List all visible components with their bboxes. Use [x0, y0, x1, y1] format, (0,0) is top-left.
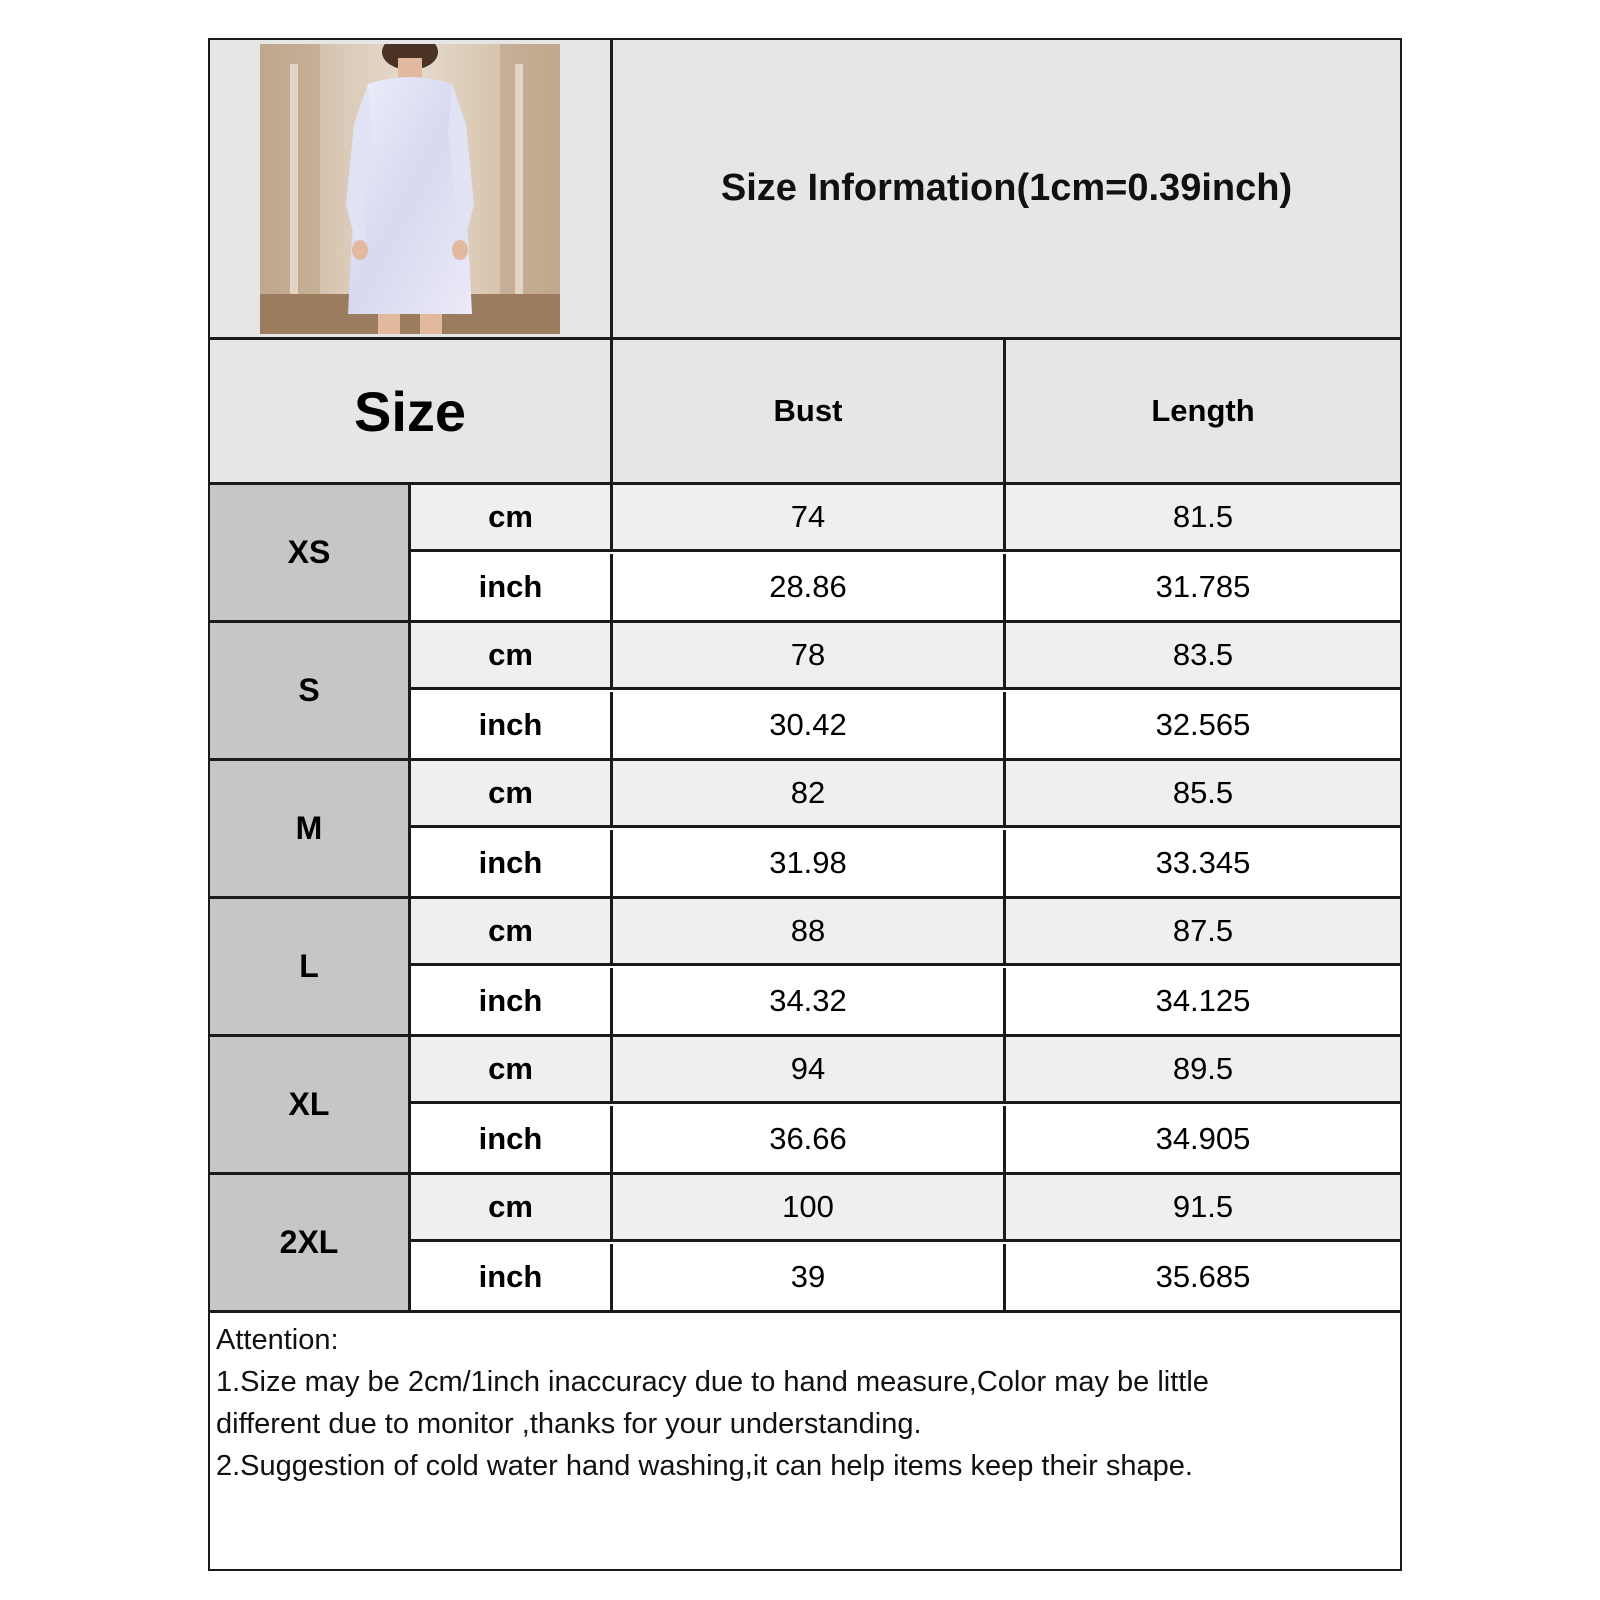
- table-row: [411, 692, 1400, 758]
- unit-cell: cm: [411, 623, 613, 687]
- bust-cell: 94: [613, 1037, 1006, 1101]
- notes-line-2: 2.Suggestion of cold water hand washing,it can help items keep their shape.: [216, 1450, 1193, 1482]
- size-label: XS: [210, 485, 411, 620]
- size-group-2xl: [210, 1175, 1400, 1313]
- size-label: S: [210, 623, 411, 758]
- header-size: Size: [210, 340, 613, 485]
- bust-cell: 28.86: [613, 554, 1006, 620]
- table-row: [411, 1175, 1400, 1242]
- bust-cell: 30.42: [613, 692, 1006, 758]
- unit-cell: cm: [411, 1175, 613, 1239]
- size-group-xl: [210, 1037, 1400, 1175]
- chart-title: Size Information(1cm=0.39inch): [720, 167, 1293, 209]
- table-row: [411, 1037, 1400, 1104]
- attention-notes: [210, 1313, 1400, 1493]
- length-cell: 35.685: [1155, 1259, 1251, 1294]
- length-cell: 81.5: [1172, 499, 1234, 534]
- table-row: [411, 554, 1400, 620]
- length-cell: 89.5: [1172, 1051, 1234, 1086]
- bust-cell: 39: [613, 1244, 1006, 1310]
- length-cell: 34.125: [1155, 983, 1251, 1018]
- notes-line-1a: 1.Size may be 2cm/1inch inaccuracy due to hand measure,Color may be little: [216, 1366, 1209, 1398]
- bust-cell: 31.98: [613, 830, 1006, 896]
- bust-cell: 36.66: [613, 1106, 1006, 1172]
- header-length: Length: [1006, 340, 1400, 485]
- unit-cell: inch: [411, 968, 613, 1034]
- table-row: [411, 623, 1400, 690]
- table-row: [411, 1244, 1400, 1310]
- bust-cell: 34.32: [613, 968, 1006, 1034]
- bust-cell: 100: [613, 1175, 1006, 1239]
- bust-cell: 74: [613, 485, 1006, 549]
- unit-cell: cm: [411, 1037, 613, 1101]
- length-cell: 83.5: [1172, 637, 1234, 672]
- bust-cell: 78: [613, 623, 1006, 687]
- length-cell: 87.5: [1172, 913, 1234, 948]
- length-cell: 91.5: [1172, 1189, 1234, 1224]
- header-bust: Bust: [613, 340, 1006, 485]
- unit-cell: inch: [411, 692, 613, 758]
- size-label: M: [210, 761, 411, 896]
- size-group-xs: [210, 485, 1400, 623]
- unit-cell: inch: [411, 830, 613, 896]
- chart-title-cell: [613, 40, 1400, 340]
- size-rows: [210, 485, 1400, 1313]
- unit-cell: cm: [411, 899, 613, 963]
- unit-cell: cm: [411, 761, 613, 825]
- unit-cell: inch: [411, 554, 613, 620]
- bust-cell: 88: [613, 899, 1006, 963]
- unit-cell: inch: [411, 1106, 613, 1172]
- table-row: [411, 899, 1400, 966]
- unit-cell: cm: [411, 485, 613, 549]
- product-photo-cell: [210, 40, 613, 340]
- table-row: [411, 968, 1400, 1034]
- length-cell: 32.565: [1155, 707, 1251, 742]
- notes-line-1b: different due to monitor ,thanks for your understanding.: [216, 1408, 922, 1440]
- size-group-m: [210, 761, 1400, 899]
- size-label: L: [210, 899, 411, 1034]
- size-chart: [208, 38, 1402, 1571]
- length-cell: 33.345: [1155, 845, 1251, 880]
- size-label: 2XL: [210, 1175, 411, 1310]
- table-row: [411, 761, 1400, 828]
- table-row: [411, 485, 1400, 552]
- size-label: XL: [210, 1037, 411, 1172]
- length-cell: 34.905: [1155, 1121, 1251, 1156]
- table-row: [411, 1106, 1400, 1172]
- size-group-s: [210, 623, 1400, 761]
- bust-cell: 82: [613, 761, 1006, 825]
- length-cell: 31.785: [1155, 569, 1251, 604]
- product-photo: [260, 44, 560, 334]
- size-group-l: [210, 899, 1400, 1037]
- length-cell: 85.5: [1172, 775, 1234, 810]
- table-row: [411, 830, 1400, 896]
- notes-heading: Attention:: [216, 1324, 339, 1356]
- unit-cell: inch: [411, 1244, 613, 1310]
